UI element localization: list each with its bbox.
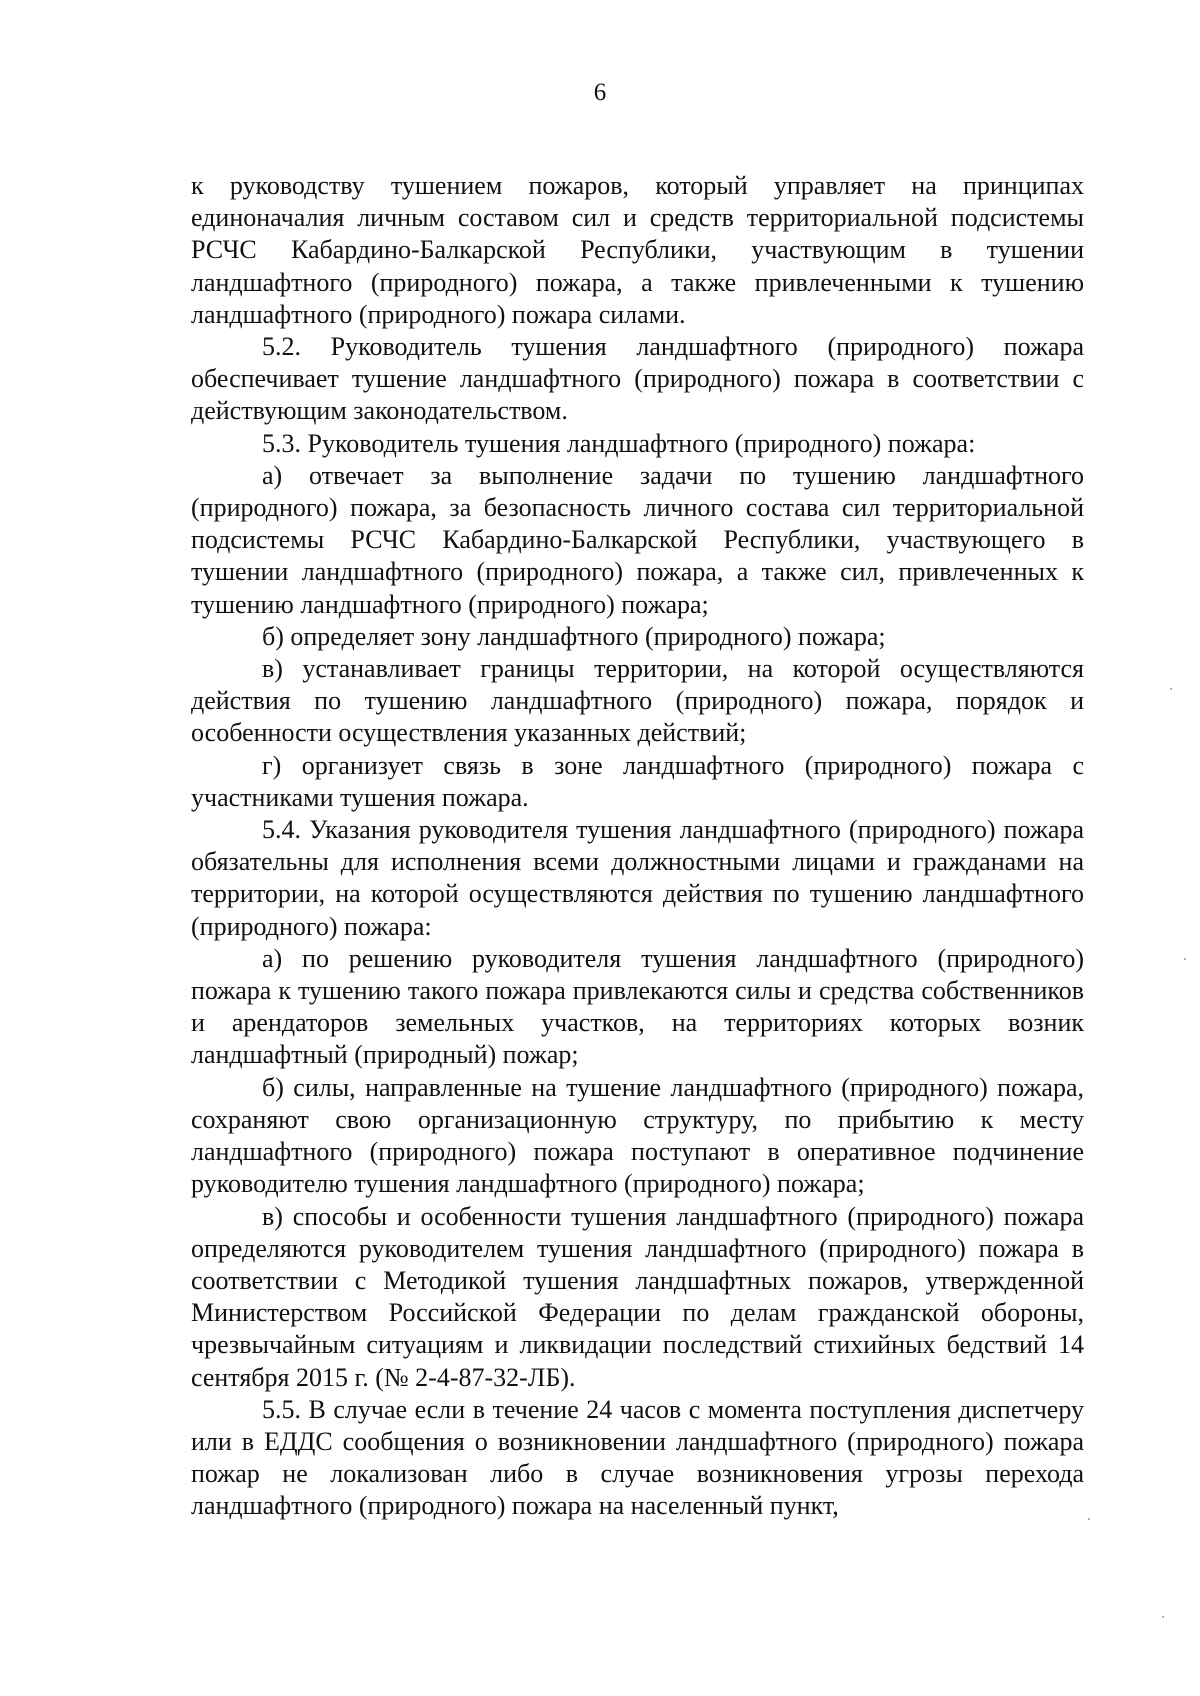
page-number: 6	[593, 79, 607, 106]
document-body	[191, 170, 1084, 1523]
paragraph-5-5: 5.5. В случае если в течение 24 часов с момента поступления диспетчеру или в ЕДДС сообщения о возникновении ландшафтного (природного) пожара пожар не локализован либо в случае возникновения угрозы перехода ландшафтного (природного) пожара на населенный пункт,	[191, 1394, 1084, 1521]
scan-speck	[1162, 1616, 1164, 1618]
paragraph-5-4-v: в) способы и особенности тушения ландшафтного (природного) пожара определяются руководителем тушения ландшафтного (природного) пожара в соответствии с Методикой тушения ландшафтных пожаров, утвержденной Министерством Российской Федерации по делам гражданской обороны, чрезвычайным ситуациям и ликвидации последствий стихийных бедствий 14 сентября 2015 г. (№ 2-4-87-32-ЛБ).	[191, 1201, 1084, 1392]
paragraph-5-4: 5.4. Указания руководителя тушения ландшафтного (природного) пожара обязательны для исполнения всеми должностными лицами и гражданами на территории, на которой осуществляются действия по тушению ландшафтного (природного) пожара:	[191, 815, 1084, 941]
paragraph-5-3-g: г) организует связь в зоне ландшафтного (природного) пожара с участниками тушения пожара.	[191, 750, 1084, 812]
paragraph-5-4-a: а) по решению руководителя тушения ландшафтного (природного) пожара к тушению такого пожара привлекаются силы и средства собственников и арендаторов земельных участков, на территориях которых возник ландшафтный (природный) пожар;	[191, 943, 1084, 1070]
paragraph-5-2: 5.2. Руководитель тушения ландшафтного (природного) пожара обеспечивает тушение ландшафтного (природного) пожара в соответствии с действующим законодательством.	[191, 332, 1084, 426]
paragraph-5-3-b: б) определяет зону ландшафтного (природного) пожара;	[262, 621, 886, 651]
paragraph-5-3-v: в) устанавливает границы территории, на которой осуществляются действия по тушению ландшафтного (природного) пожара, порядок и особенности осуществления указанных действий;	[191, 654, 1084, 748]
scan-speck	[1088, 1518, 1090, 1520]
paragraph-5-3-a: а) отвечает за выполнение задачи по тушению ландшафтного (природного) пожара, за безопасность личного состава сил территориальной подсистемы РСЧС Кабардино-Балкарской Республики, участвующего в тушении ландшафтного (природного) пожара, а также сил, привлеченных к тушению ландшафтного (природного) пожара;	[191, 460, 1084, 619]
paragraph-5-3: 5.3. Руководитель тушения ландшафтного (природного) пожара:	[262, 428, 976, 458]
paragraph-5-4-b: б) силы, направленные на тушение ландшафтного (природного) пожара, сохраняют свою организационную структуру, по прибытию к месту ландшафтного (природного) пожара поступают в оперативное подчинение руководителю тушения ландшафтного (природного) пожара;	[191, 1072, 1084, 1199]
scan-speck	[1170, 688, 1172, 690]
paragraph-continuation: к руководству тушением пожаров, который управляет на принципах единоначалия личным составом сил и средств территориальной подсистемы РСЧС Кабардино-Балкарской Республики, участвующим в тушении ландшафтного (природного) пожара, а также привлеченными к тушению ландшафтного (природного) пожара силами.	[191, 171, 1084, 329]
scan-speck	[1184, 958, 1186, 960]
